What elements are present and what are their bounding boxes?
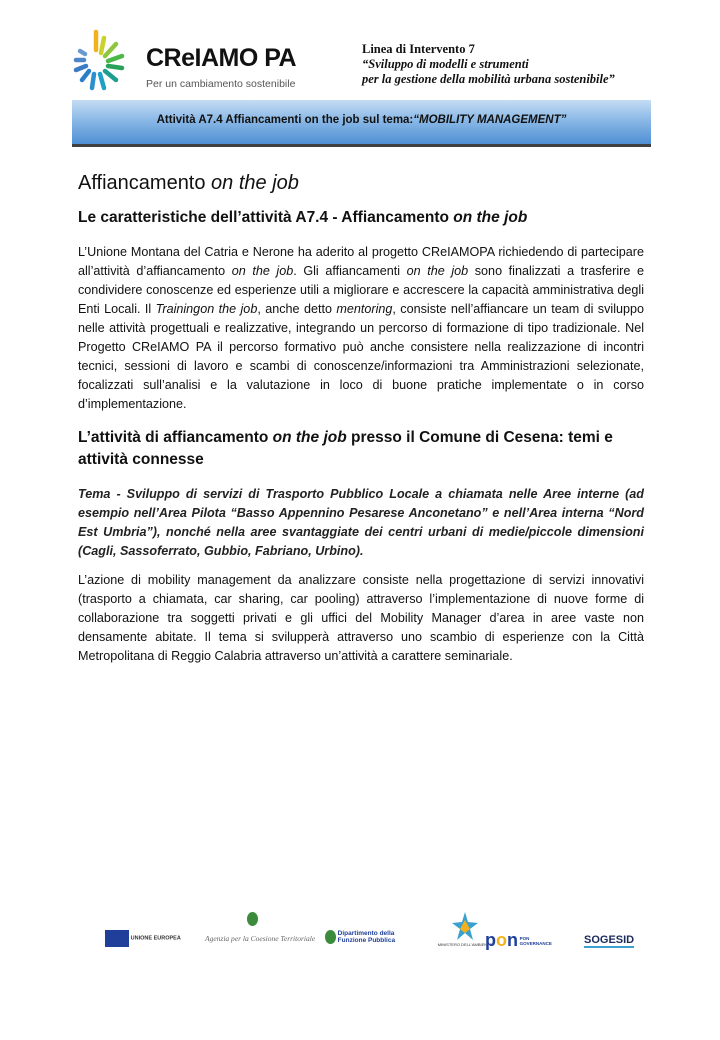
document-body bbox=[78, 172, 644, 679]
title-text: Affiancamento bbox=[78, 172, 212, 194]
heading-text: L’attività di affiancamento bbox=[78, 429, 273, 446]
banner-topic: “MOBILITY MANAGEMENT” bbox=[413, 114, 567, 126]
emblem-icon bbox=[325, 930, 336, 944]
pon-mark: pon bbox=[485, 930, 518, 950]
heading-text: presso il Comune di Cesena: temi e attività connesse bbox=[78, 429, 613, 468]
eu-label: UNIONE EUROPEA bbox=[130, 935, 181, 942]
text-italic: Trainingon the job bbox=[155, 302, 258, 316]
text: L’Unione Montana del Catria e Nerone ha aderito al progetto CReIAMOPA richiedendo di partecipare all’attività d’affiancamento bbox=[78, 245, 644, 278]
agency-label: Agenzia per la Coesione Territoriale bbox=[205, 934, 316, 943]
eu-logo bbox=[105, 930, 181, 975]
eu-flag-icon bbox=[105, 930, 129, 947]
text: . Gli affiancamenti bbox=[293, 264, 407, 278]
page-title bbox=[78, 172, 644, 195]
text: sono finalizzati a trasferire e condividere conoscenze ed esperienze utili a migliorare e accrescere la capacità amministrativa degli Enti Locali. Il bbox=[78, 264, 644, 316]
republic-emblem-icon bbox=[247, 912, 258, 926]
pon-label: PON GOVERNANCE bbox=[519, 935, 552, 946]
star-icon bbox=[452, 912, 478, 940]
funzione-pubblica-logo bbox=[325, 930, 405, 975]
brand-name: CReIAMO PA bbox=[146, 44, 297, 72]
section-heading-characteristics bbox=[78, 207, 644, 229]
pon-logo bbox=[485, 930, 554, 975]
text-italic: on the job bbox=[231, 264, 294, 278]
ministry-label: MINISTERO DELL'AMBIENTE bbox=[437, 942, 493, 947]
paragraph-intro bbox=[78, 243, 644, 414]
text: , consiste nell’affiancare un team di sviluppo nelle attività progettuali e realizzative, integrando un percorso di formazione di tipo tradizionale. Nel Progetto CReIAMO PA il percorso formativo può anche consistere nella realizzazione di incontri tecnici, sessioni di lavoro e scambi di conoscenze/informazioni tra Amministrazioni selezionate, focalizzati sull’analisi e la valutazione in loco di buone pratiche implementate o in corso d’implementazione. bbox=[78, 302, 645, 411]
heading-italic: on the job bbox=[453, 209, 528, 226]
text-italic: on the job bbox=[406, 264, 469, 278]
footer-logos bbox=[100, 912, 660, 957]
heading-italic: on the job bbox=[272, 429, 347, 446]
text: , anche detto bbox=[257, 302, 337, 316]
activity-banner bbox=[72, 100, 651, 147]
brand-tagline: Per un cambiamento sostenibile bbox=[146, 78, 296, 90]
creiamo-logo-icon bbox=[72, 28, 132, 92]
linea-title: Linea di Intervento 7 bbox=[362, 42, 475, 56]
banner-prefix: Attività A7.4 Affiancamenti on the job sul tema: bbox=[156, 114, 414, 126]
text-italic: mentoring bbox=[336, 302, 393, 316]
sogesid-label: SOGESID bbox=[584, 934, 635, 946]
agency-logo bbox=[205, 912, 315, 957]
section-heading-cesena bbox=[78, 427, 644, 471]
paragraph-mobility-management: L’azione di mobility management da analizzare consiste nella progettazione di servizi innovativi (trasporto a chiamata, car sharing, car pooling) attraverso l’implementazione di nuove forme di collaborazione tra soggetti privati e gli uffici del Mobility Manager d’area in aree vaste non densamente abitate. Il tema si svilupperà attraverso uno scambio di esperienze con la Città Metropolitana di Reggio Calabria attraverso un’attività a carattere seminariale. bbox=[78, 573, 644, 663]
paragraph-theme: Tema - Sviluppo di servizi di Trasporto Pubblico Locale a chiamata nelle Aree interne (ad esempio nell’Area Pilota “Basso Appennino Pesarese Anconetano” e nell’Area interna “Nord Est Umbria”), nonché nella aree svantaggiate dei centri urbani di medie/piccole dimensioni (Cagli, Sassoferrato, Gubbio, Fabriano, Urbino). bbox=[78, 487, 644, 558]
line-of-intervention bbox=[362, 42, 615, 87]
heading-text: Le caratteristiche dell’attività A7.4 - Affiancamento bbox=[78, 209, 454, 226]
dfp-label: Dipartimento della Funzione Pubblica bbox=[337, 930, 396, 944]
page-header bbox=[72, 28, 652, 98]
title-italic: on the job bbox=[211, 172, 299, 194]
linea-subtitle-1: “Sviluppo di modelli e strumenti bbox=[362, 57, 529, 71]
sogesid-logo bbox=[584, 934, 634, 979]
linea-subtitle-2: per la gestione della mobilità urbana sostenibile” bbox=[362, 72, 615, 86]
